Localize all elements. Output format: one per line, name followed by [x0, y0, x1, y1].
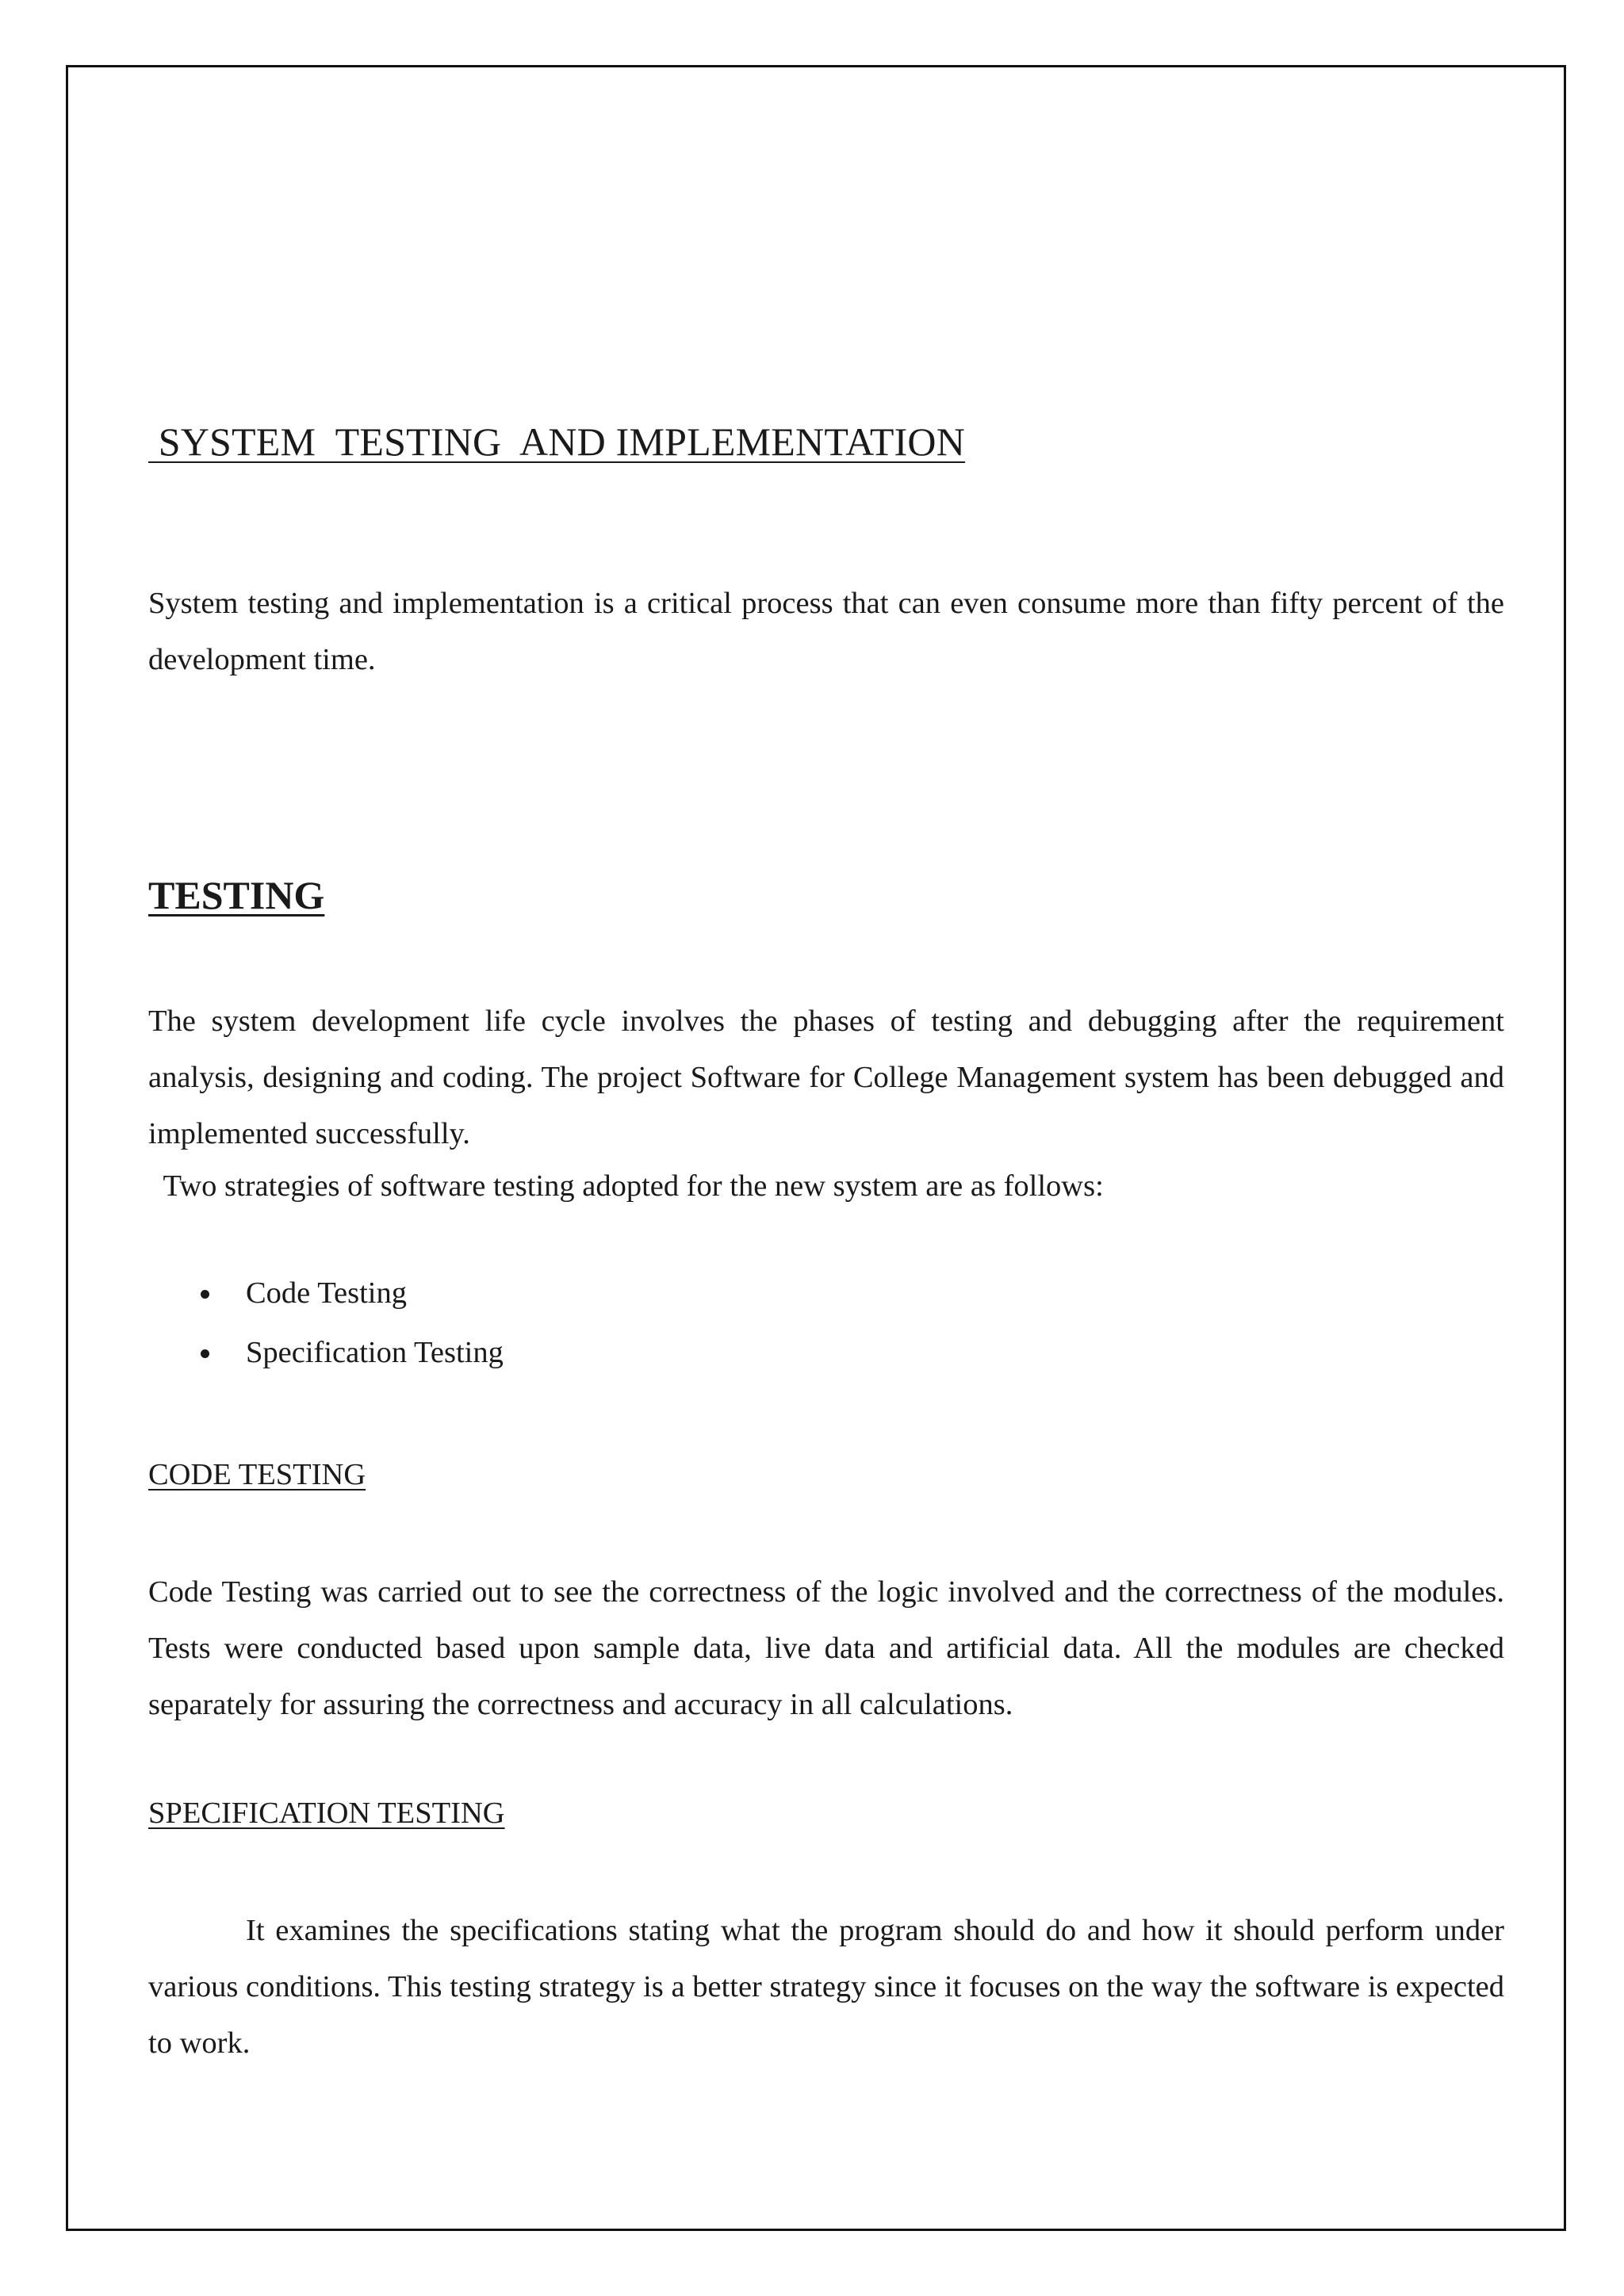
strategies-list: [148, 1264, 504, 1383]
testing-heading: TESTING: [148, 873, 325, 917]
code-testing-heading: CODE TESTING: [148, 1458, 366, 1491]
testing-paragraph: The system development life cycle involves the phases of testing and debugging after the requirement analysis, designing and coding. The project Software for College Management system has been debugged and implemented successfully.: [148, 1004, 1504, 1150]
bullet-icon: [201, 1290, 209, 1299]
document-title: SYSTEM TESTING AND IMPLEMENTATION: [148, 419, 966, 464]
list-item: [148, 1323, 504, 1383]
list-item: [148, 1264, 504, 1323]
code-testing-paragraph: Code Testing was carried out to see the correctness of the logic involved and the correctness of the modules. Tests were conducted based upon sample data, live data and artificial data. All the modules are checked separately for assuring the correctness and accuracy in all calculations.: [148, 1575, 1504, 1721]
specification-testing-text: It examines the specifications stating what the program should do and how it should perform under various conditions. This testing strategy is a better strategy since it focuses on the way the software is expected to work.: [148, 1914, 1504, 2060]
strategies-intro-line: Two strategies of software testing adopted for the new system are as follows:: [148, 1169, 1104, 1203]
list-item-label: Code Testing: [246, 1276, 407, 1310]
specification-testing-heading: SPECIFICATION TESTING: [148, 1797, 505, 1830]
list-item-label: Specification Testing: [246, 1336, 504, 1369]
intro-paragraph: System testing and implementation is a critical process that can even consume more than fifty percent of the development time.: [148, 587, 1504, 676]
specification-testing-paragraph: [148, 1903, 1504, 2072]
bullet-icon: [201, 1349, 209, 1358]
